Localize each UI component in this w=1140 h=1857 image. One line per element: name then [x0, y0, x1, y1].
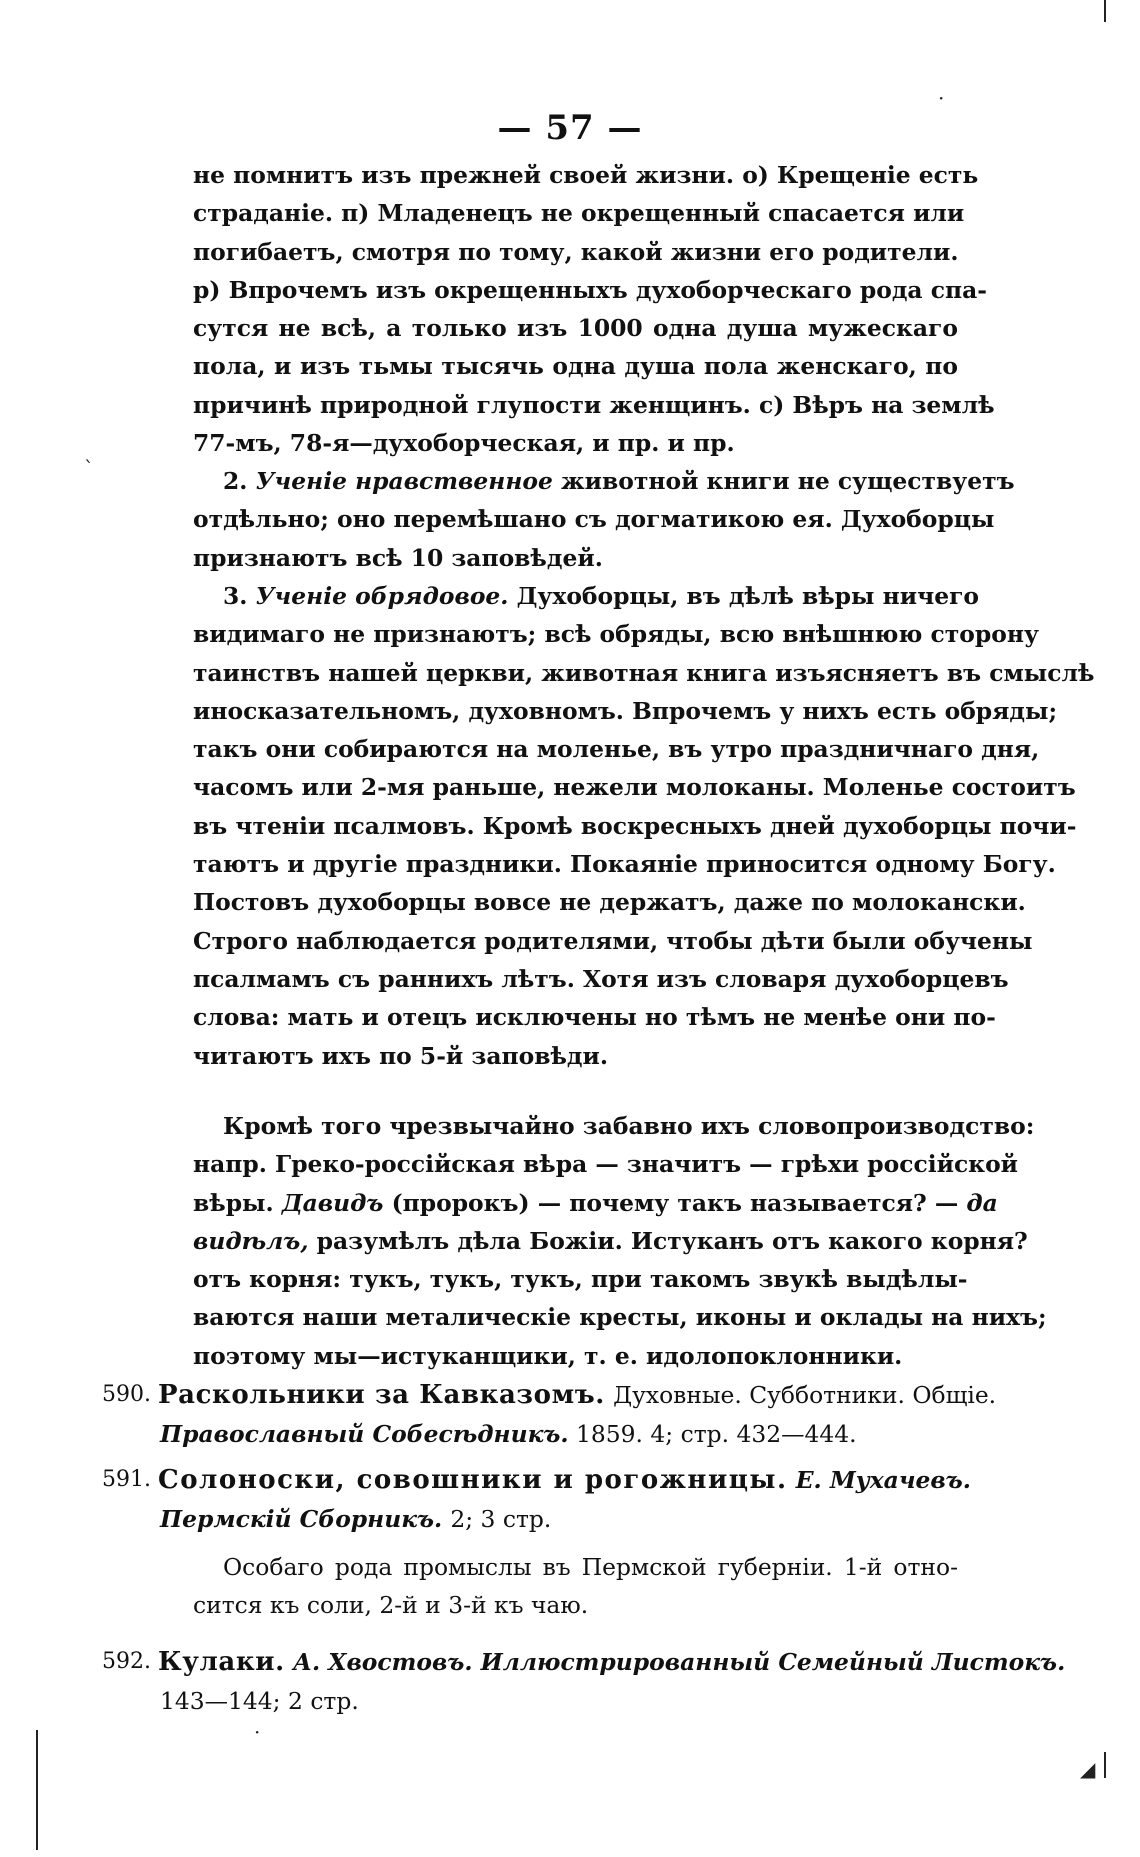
entry-number: 591. [102, 1467, 151, 1492]
emphasized-word: Давидъ [281, 1188, 384, 1217]
text-line: отъ корня: тукъ, тукъ, тукъ, при такомъ звукѣ выдѣлы- [193, 1265, 968, 1294]
entry-number: 590. [102, 1382, 151, 1407]
emphasized-word: да [966, 1188, 998, 1217]
paragraph-continuation [193, 156, 995, 462]
entry-source: Иллюстрированный Семейный Листокъ. [480, 1648, 1066, 1676]
emphasized-word: видѣлъ, [193, 1226, 309, 1255]
text-line [158, 1415, 958, 1453]
entry-body [158, 1460, 971, 1538]
text-line [193, 1184, 998, 1222]
text-line: часомъ или 2-мя раньше, нежели молоканы. Моленье состоитъ [193, 773, 1076, 802]
scan-speck: ◢ [1080, 1757, 1096, 1781]
text-line: 143—144; 2 стр. [160, 1687, 359, 1715]
text-fragment: разумѣлъ дѣла Божіи. Истуканъ отъ какого корня? [316, 1226, 1028, 1255]
text-line: сутся не всѣ, а только изъ 1000 одна душа мужескаго [193, 314, 958, 343]
entry-author: Е. Мухачевъ. [795, 1466, 971, 1494]
text-fragment: Духоборцы, въ дѣлѣ вѣры ничего [516, 582, 980, 610]
item-number: 2. [223, 467, 248, 495]
section-heading: Ученіе нравственное [255, 467, 553, 495]
text-line [193, 462, 1015, 500]
entry-source: Пермскій Сборникъ. [160, 1505, 443, 1533]
text-line: въ чтеніи псалмовъ. Кромѣ воскресныхъ дней духоборцы почи- [193, 811, 1077, 840]
entry-number: 592. [102, 1649, 151, 1674]
text-line: погибаетъ, смотря по тому, какой жизни его родители. [193, 237, 959, 266]
text-line: Строго наблюдается родителями, чтобы дѣти были обучены [193, 926, 1033, 955]
text-line: р) Впрочемъ изъ окрещенныхъ духоборческаго рода спа- [193, 275, 987, 304]
text-line: не помнитъ изъ прежней своей жизни. о) Крещеніе есть [193, 161, 979, 189]
text-fragment: (пророкъ) — почему такъ называется? — [391, 1188, 959, 1217]
text-line [158, 1500, 958, 1538]
text-line: причинѣ природной глупости женщинъ. с) Вѣръ на землѣ [193, 390, 995, 419]
text-line: поэтому мы—истуканщики, т. е. идолопоклонники. [193, 1341, 903, 1370]
text-fragment: животной книги не существуетъ [561, 467, 1015, 495]
page-number: — 57 — [497, 108, 643, 148]
text-line: Особаго рода промыслы въ Пермской губерніи. 1-й отно- [223, 1553, 958, 1581]
scan-edge-line [1104, 1752, 1106, 1778]
text-line [158, 1375, 997, 1415]
item-number: 3. [223, 582, 248, 610]
text-line: сится къ соли, 2-й и 3-й къ чаю. [193, 1591, 589, 1620]
entry-source: Православный Собесѣдникъ. [160, 1420, 569, 1448]
text-line: читаютъ ихъ по 5-й заповѣди. [193, 1041, 608, 1070]
text-line: видимаго не признаютъ; всѣ обряды, всю внѣшнюю сторону [193, 620, 1039, 649]
text-line: страданіе. п) Младенецъ не окрещенный спасается или [193, 199, 965, 228]
scan-speck: ˋ [84, 456, 94, 480]
paragraph-ritual-teaching [193, 577, 1095, 1075]
scan-speck: · [254, 1720, 261, 1744]
text-fragment: вѣры. [193, 1188, 274, 1217]
paragraph-word-derivation [193, 1107, 1047, 1375]
text-line: такъ они собираются на моленье, въ утро праздничнаго дня, [193, 735, 1040, 764]
entry-subjects: Духовные. Субботники. Общіе. [613, 1381, 997, 1409]
text-line: напр. Греко-россійская вѣра — значитъ — грѣхи россійской [193, 1150, 1019, 1179]
text-line: отдѣльно; оно перемѣшано съ догматикою ея. Духоборцы [193, 505, 995, 534]
text-line [193, 1222, 1028, 1260]
entry-title: Кулаки. [158, 1647, 285, 1677]
text-line [158, 1460, 971, 1500]
scan-speck: · [938, 86, 945, 110]
text-line: иносказательномъ, духовномъ. Впрочемъ у нихъ есть обряды; [193, 696, 1058, 725]
text-line [193, 577, 980, 615]
text-line: псалмамъ съ раннихъ лѣтъ. Хотя изъ словаря духоборцевъ [193, 964, 1009, 993]
entry-body [158, 1375, 997, 1453]
entry-body [158, 1642, 1066, 1720]
text-line: признаютъ всѣ 10 заповѣдей. [193, 543, 603, 572]
text-line: Постовъ духоборцы вовсе не держатъ, даже по молокански. [193, 888, 1026, 917]
text-line: 77-мъ, 78-я—духоборческая, и пр. и пр. [193, 429, 735, 458]
entry-details: 2; 3 стр. [450, 1505, 552, 1533]
scan-edge-line [36, 1730, 38, 1850]
paragraph-moral-teaching [193, 462, 1015, 577]
section-heading: Ученіе обрядовое. [255, 582, 509, 610]
entry-details: 1859. 4; стр. 432—444. [576, 1420, 857, 1448]
text-line: пола, и изъ тьмы тысячь одна душа пола женскаго, по [193, 352, 958, 381]
entry-note [193, 1548, 958, 1625]
text-line [158, 1642, 1066, 1682]
text-line: таютъ и другіе праздники. Покаяніе приносится одному Богу. [193, 850, 1056, 879]
text-line: слова: мать и отецъ исключены но тѣмъ не менѣе они по- [193, 1003, 996, 1032]
text-line: Кромѣ того чрезвычайно забавно ихъ словопроизводство: [223, 1112, 1035, 1140]
text-line: таинствъ нашей церкви, животная книга изъясняетъ въ смыслѣ [193, 658, 1095, 687]
text-line: ваются наши металическіе кресты, иконы и оклады на нихъ; [193, 1303, 1047, 1332]
entry-title: Раскольники за Кавказомъ. [158, 1380, 605, 1410]
entry-author: А. Хвостовъ. [292, 1648, 473, 1676]
scan-edge-line [1104, 0, 1106, 22]
entry-title: Солоноски, совошники и рогожницы. [158, 1465, 788, 1495]
